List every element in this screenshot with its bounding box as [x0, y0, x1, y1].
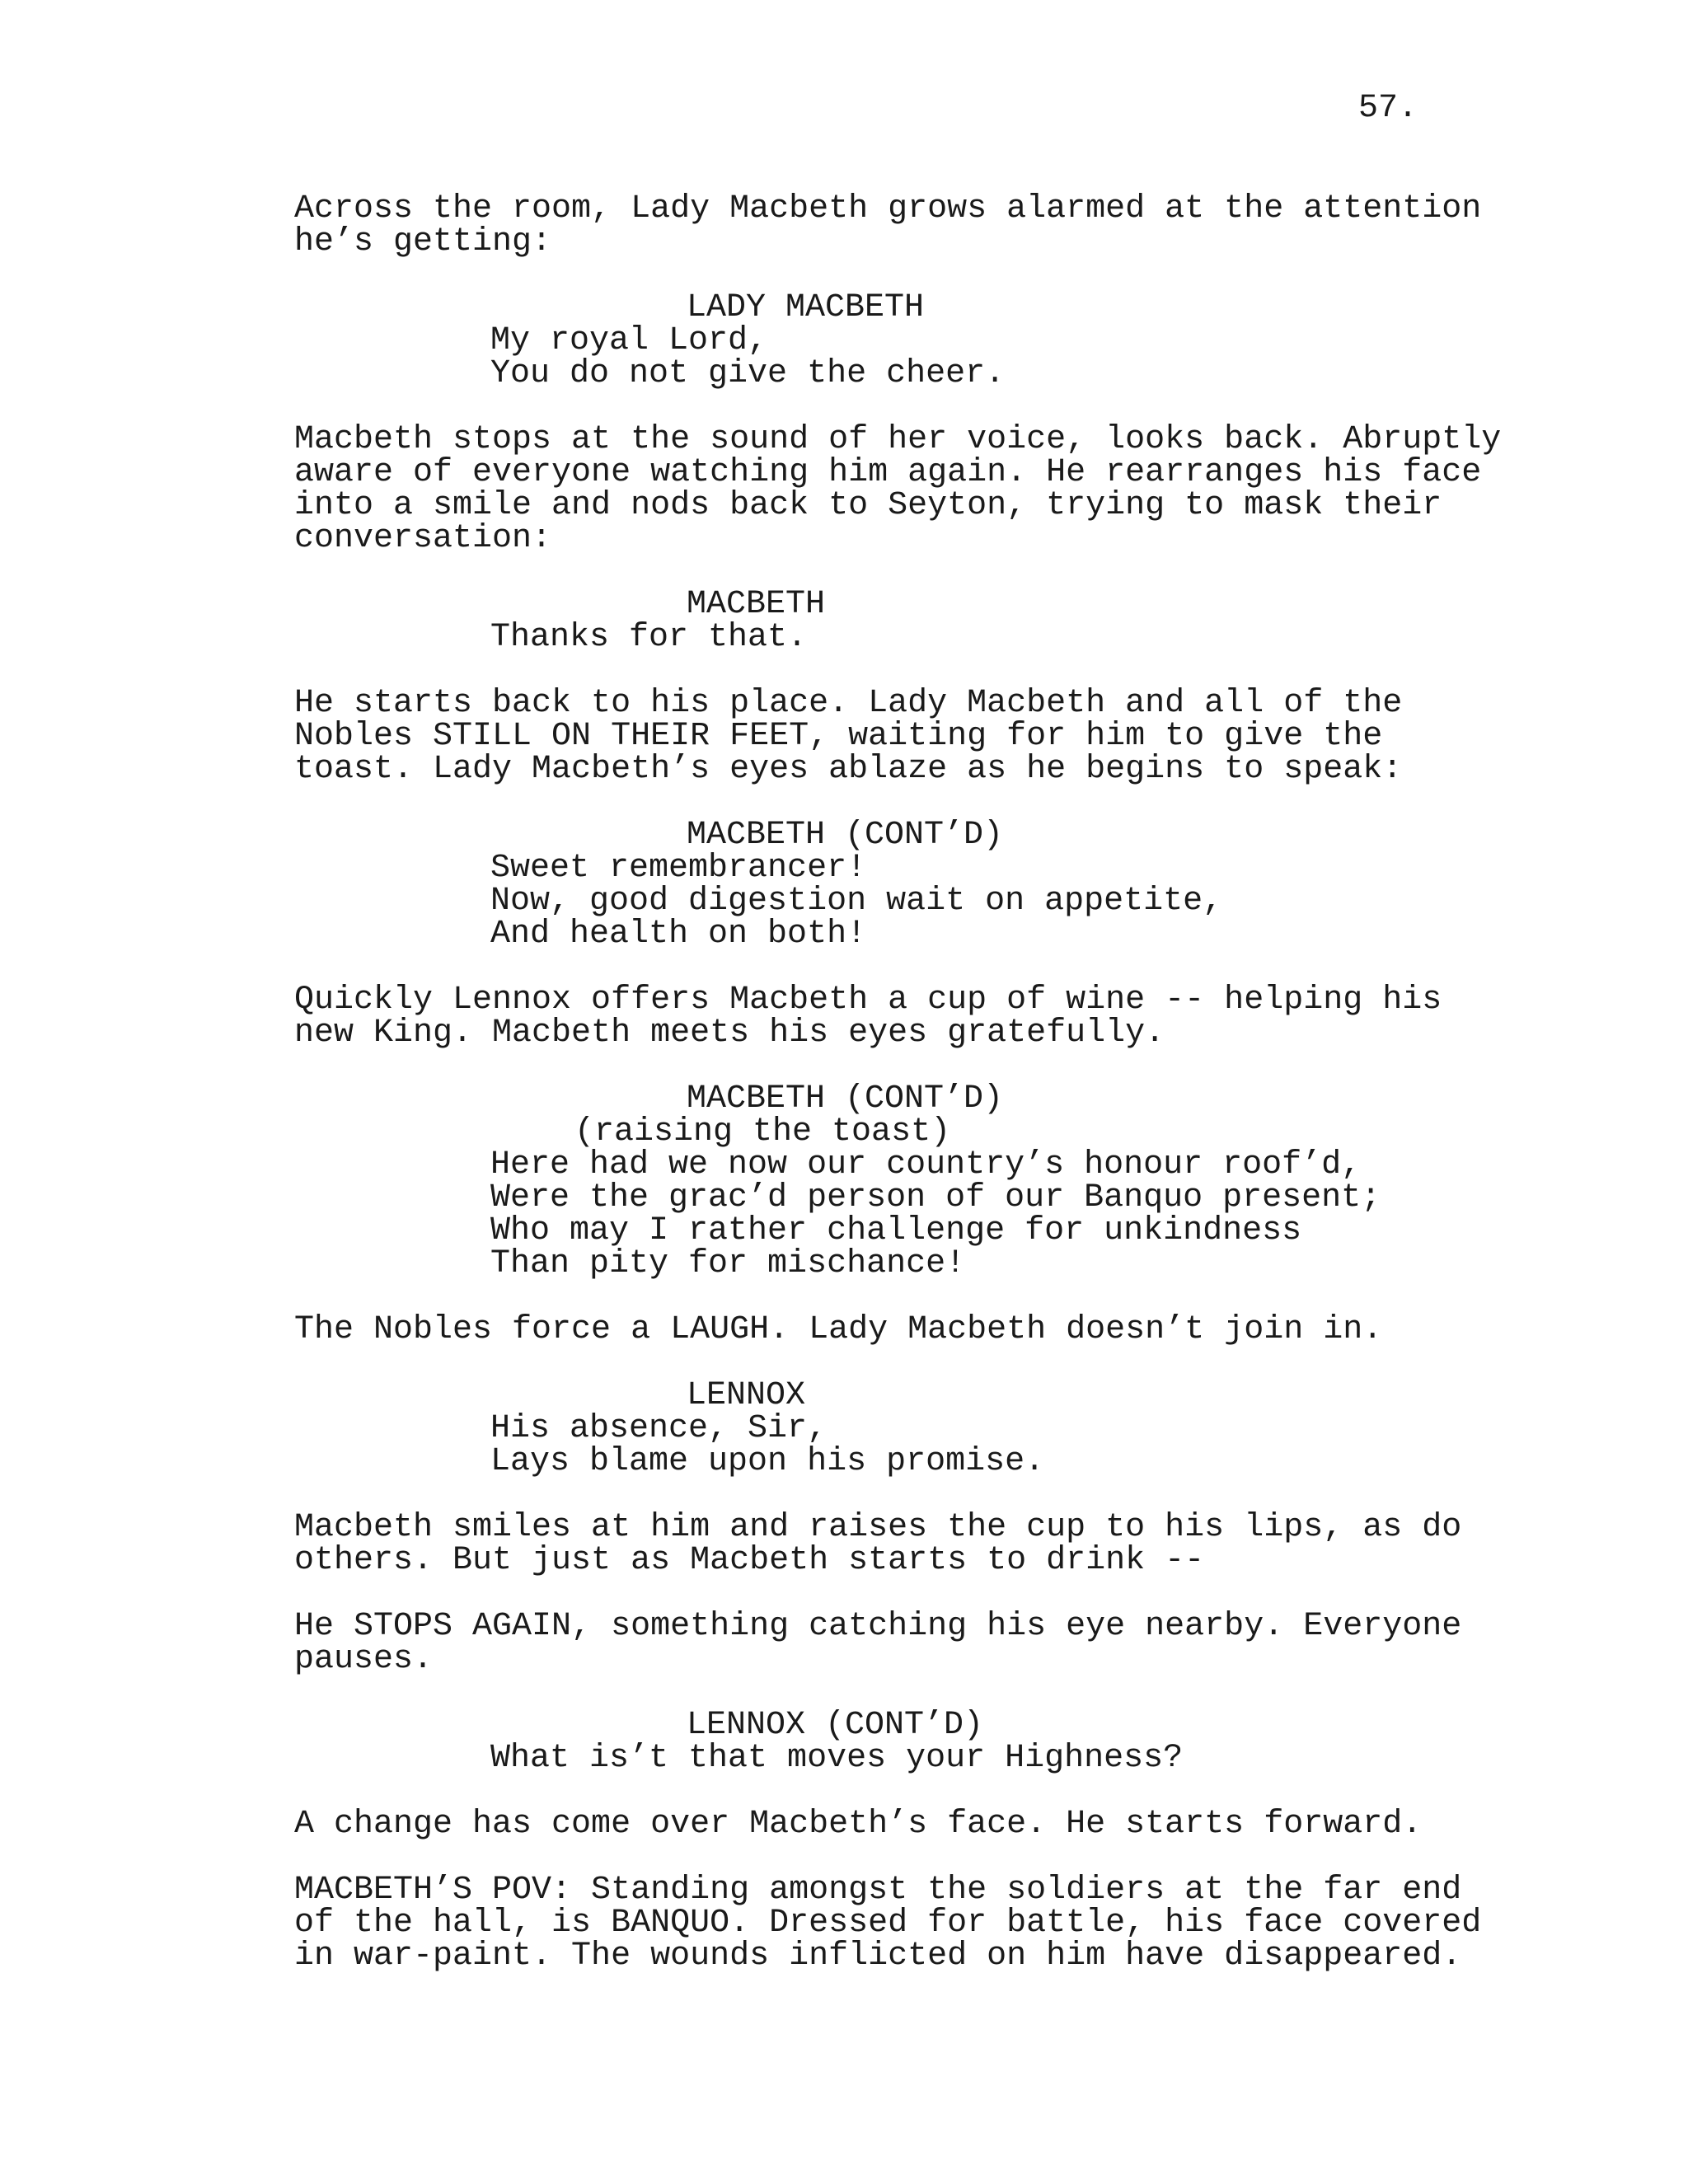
action-line: in war-paint. The wounds inflicted on him have disappeared. [294, 1938, 1462, 1975]
screenplay-content [294, 190, 1502, 2006]
page-number: 57. [1358, 90, 1418, 127]
action-line: Macbeth smiles at him and raises the cup to his lips, as do [294, 1509, 1462, 1546]
action-block [294, 190, 1501, 260]
character-name: MACBETH (CONT’D) [687, 1080, 1004, 1118]
action-line: into a smile and nods back to Seyton, trying to mask their [294, 487, 1442, 524]
dialogue-line: Now, good digestion wait on appetite, [490, 883, 1223, 920]
character-name: MACBETH (CONT’D) [687, 817, 1004, 854]
dialogue-line: His absence, Sir, [490, 1410, 828, 1447]
action-block [294, 1311, 1501, 1348]
dialogue-line: Lays blame upon his promise. [490, 1443, 1045, 1480]
dialogue-block [294, 289, 1501, 392]
character-name: LADY MACBETH [687, 289, 925, 326]
dialogue-line: My royal Lord, [490, 322, 768, 359]
dialogue-block [294, 819, 1501, 951]
action-line: he’s getting: [294, 223, 552, 260]
character-name: LENNOX [687, 1377, 806, 1414]
action-line: toast. Lady Macbeth’s eyes ablaze as he begins to speak: [294, 751, 1403, 788]
dialogue-line: Than pity for mischance! [490, 1245, 966, 1282]
dialogue-block [294, 1377, 1501, 1480]
dialogue-block [294, 588, 1501, 654]
action-line: MACBETH’S POV: Standing amongst the soldiers at the far end [294, 1872, 1462, 1909]
action-line: others. But just as Macbeth starts to drink -- [294, 1542, 1205, 1579]
action-line: of the hall, is BANQUO. Dressed for battle, his face covered [294, 1905, 1482, 1942]
action-line: pauses. [294, 1641, 434, 1678]
dialogue-line: Here had we now our country’s honour roof’d, [490, 1146, 1362, 1183]
action-line: He STOPS AGAIN, something catching his eye nearby. Everyone [294, 1608, 1462, 1645]
parenthetical: (raising the toast) [574, 1113, 951, 1151]
action-block [294, 687, 1501, 786]
action-line: Quickly Lennox offers Macbeth a cup of wine -- helping his [294, 982, 1442, 1019]
action-line: new King. Macbeth meets his eyes gratefully. [294, 1015, 1165, 1052]
dialogue-line: Thanks for that. [490, 619, 808, 656]
dialogue-block [294, 1080, 1501, 1282]
action-block [294, 1808, 1501, 1841]
action-line: Nobles STILL ON THEIR FEET, waiting for him to give the [294, 718, 1383, 755]
action-line: He starts back to his place. Lady Macbeth and all of the [294, 685, 1403, 722]
dialogue-block [294, 1709, 1501, 1775]
action-block [294, 1511, 1501, 1577]
action-line: conversation: [294, 520, 552, 557]
action-line: aware of everyone watching him again. He rearranges his face [294, 454, 1482, 491]
dialogue-line: You do not give the cheer. [490, 355, 1006, 392]
character-name: LENNOX (CONT’D) [687, 1707, 984, 1744]
dialogue-line: And health on both! [490, 916, 867, 953]
dialogue-line: What is’t that moves your Highness? [490, 1740, 1184, 1777]
action-line: The Nobles force a LAUGH. Lady Macbeth doesn’t join in. [294, 1311, 1383, 1348]
action-block [294, 1610, 1501, 1676]
action-block [294, 421, 1502, 557]
action-line: A change has come over Macbeth’s face. He starts forward. [294, 1806, 1423, 1843]
dialogue-line: Who may I rather challenge for unkindness [490, 1212, 1302, 1249]
action-block [294, 1874, 1501, 1973]
dialogue-line: Were the grac’d person of our Banquo present; [490, 1179, 1381, 1216]
action-block [294, 984, 1501, 1050]
action-line: Macbeth stops at the sound of her voice, looks back. Abruptly [294, 421, 1502, 458]
character-name: MACBETH [687, 586, 826, 623]
action-line: Across the room, Lady Macbeth grows alarmed at the attention [294, 190, 1482, 227]
dialogue-line: Sweet remembrancer! [490, 850, 867, 887]
